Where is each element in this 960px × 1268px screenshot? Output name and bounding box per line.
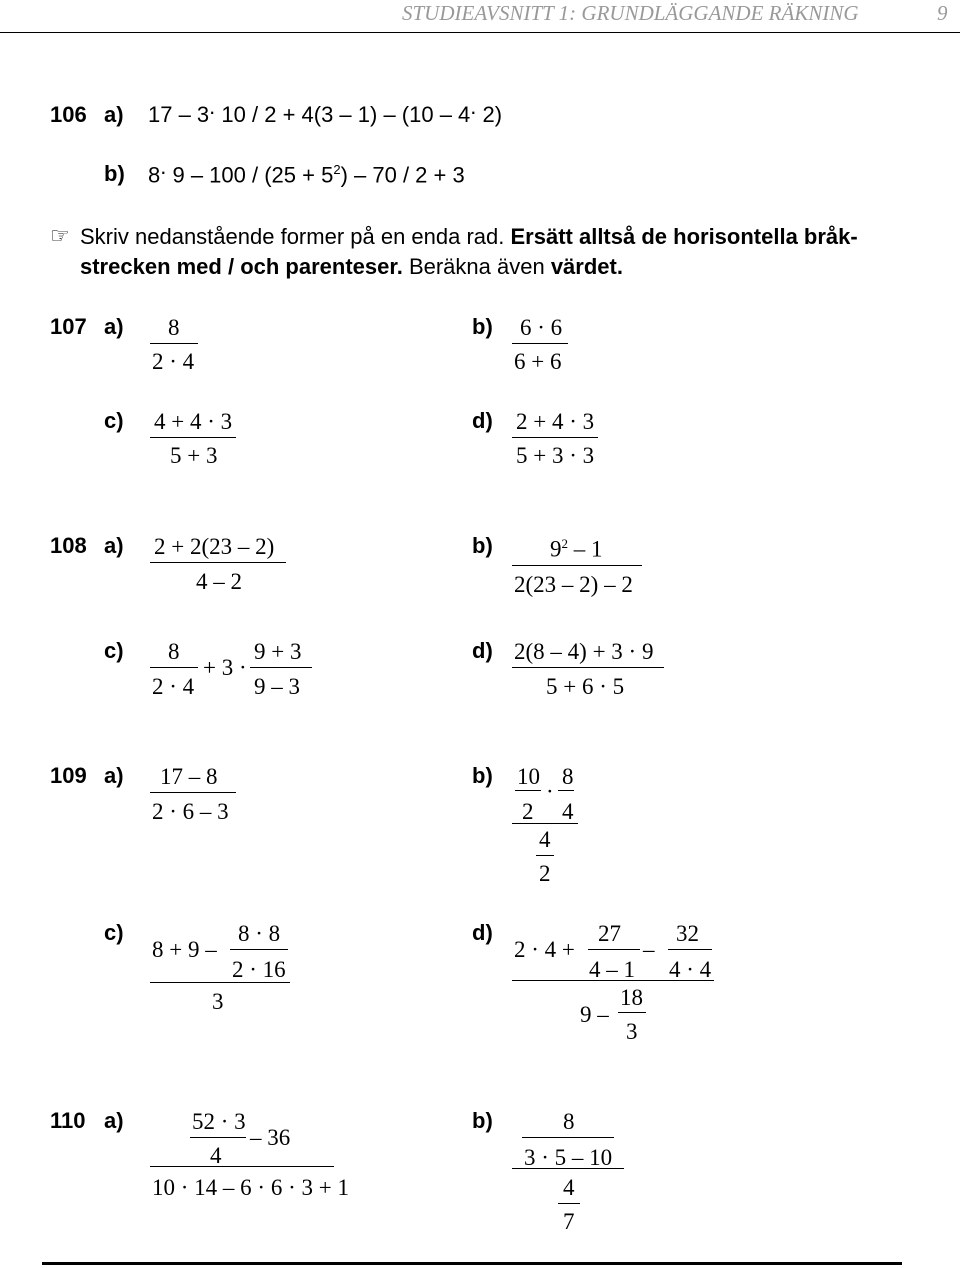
- frac-108b-bar: [512, 565, 642, 566]
- frac-110a-inner-den: 4: [210, 1143, 222, 1168]
- frac-108c-f1-den: 2 · 4: [152, 674, 195, 699]
- frac-107d-den: 5 + 3 · 3: [516, 443, 595, 468]
- frac-107c-den: 5 + 3: [170, 443, 218, 468]
- label-107a: a): [104, 314, 124, 339]
- page-number: 9: [937, 1, 948, 25]
- label-108b: b): [472, 533, 493, 558]
- frac-109b-d2: 4: [562, 799, 574, 824]
- frac-107c-bar: [150, 437, 236, 438]
- problem-110-number: 110: [50, 1108, 86, 1133]
- frac-108c-f2-num: 9 + 3: [254, 639, 302, 664]
- frac-109c-inner-den: 2 · 16: [232, 957, 286, 982]
- expr-106a-part1: 17 – 3: [148, 102, 210, 127]
- frac-109a-den: 2 · 6 – 3: [152, 799, 229, 824]
- frac-109b-bar3: [536, 855, 554, 856]
- frac-110a-main-bar: [150, 1166, 334, 1167]
- frac-107d-num: 2 + 4 · 3: [516, 409, 595, 434]
- frac-108b-num-rest: – 1: [568, 536, 603, 562]
- expr-106b-dot: .: [160, 154, 167, 180]
- frac-110a-inner-num: 52 · 3: [192, 1109, 246, 1134]
- frac-109b-n2: 8: [562, 764, 574, 789]
- frac-110b-d1: 3 · 5 – 10: [524, 1145, 613, 1170]
- label-106b: b): [104, 161, 125, 186]
- frac-109d-minus: –: [643, 937, 655, 962]
- problem-109-number: 109: [50, 763, 87, 788]
- frac-109d-den-lead: 9 –: [580, 1002, 609, 1027]
- instruction-bold-1: Ersätt alltså de horisontella bråk-: [504, 224, 858, 249]
- frac-110b-bar1: [522, 1137, 614, 1138]
- frac-107c-num: 4 + 4 · 3: [154, 409, 233, 434]
- expr-106b: [148, 154, 465, 188]
- frac-109b-n1: 10: [517, 764, 540, 789]
- problem-106-number: 106: [50, 102, 87, 127]
- frac-107b-den: 6 + 6: [514, 349, 562, 374]
- expr-106a-dot1: .: [209, 94, 216, 119]
- expr-106b-part3: ) – 70 / 2 + 3: [340, 162, 465, 188]
- expr-106b-part1: 8: [148, 162, 161, 188]
- frac-109d-lead: 2 · 4 +: [514, 937, 575, 962]
- label-109c: c): [104, 920, 124, 945]
- frac-109a-num: 17 – 8: [160, 764, 218, 789]
- frac-107a-bar: [150, 343, 198, 344]
- frac-109a-bar: [150, 792, 236, 793]
- instruction-line-2: [80, 256, 623, 278]
- frac-110b-main-bar: [512, 1168, 624, 1169]
- expr-106a-part2: 10 / 2 + 4(3 – 1) – (10 – 4: [215, 102, 471, 127]
- frac-108c-f2-bar: [250, 667, 312, 668]
- frac-108b-den: 2(23 – 2) – 2: [514, 572, 633, 597]
- frac-108d-den: 5 + 6 · 5: [546, 674, 625, 699]
- frac-108b-num-exponent: 2: [561, 536, 568, 551]
- frac-107d-bar: [512, 437, 598, 438]
- expr-106a: [148, 94, 503, 127]
- frac-109b-n3: 4: [539, 827, 551, 852]
- problem-108-number: 108: [50, 533, 87, 558]
- frac-109b-dot: ·: [546, 779, 554, 804]
- frac-109d-f1-bar: [588, 949, 640, 950]
- label-107c: c): [104, 408, 124, 433]
- expr-106a-dot2: .: [470, 94, 477, 119]
- instruction-normal-2: Beräkna även: [402, 254, 545, 279]
- frac-110b-n2: 4: [563, 1175, 575, 1200]
- frac-107a-num: 8: [168, 315, 180, 340]
- footer-rule: [42, 1262, 902, 1265]
- label-110a: a): [104, 1108, 124, 1133]
- frac-109b-bar1: [515, 790, 541, 791]
- frac-109d-den-num: 18: [620, 985, 643, 1010]
- header-rule: [0, 32, 960, 33]
- frac-108b-num-base: 9: [550, 536, 562, 562]
- frac-108a-den: 4 – 2: [196, 569, 242, 594]
- label-109b: b): [472, 763, 493, 788]
- frac-110b-n1: 8: [563, 1109, 575, 1134]
- frac-109c-lead: 8 + 9 –: [152, 937, 217, 962]
- instruction-line-1: [80, 226, 858, 248]
- frac-109d-main-bar: [512, 980, 714, 981]
- frac-107b-num: 6 · 6: [520, 315, 563, 340]
- frac-109d-f2-den: 4 · 4: [669, 957, 712, 982]
- frac-109c-main-bar: [150, 982, 290, 983]
- frac-109c-den: 3: [212, 989, 224, 1014]
- frac-108b-num: [550, 537, 603, 561]
- problem-107-number: 107: [50, 314, 87, 339]
- instruction-bold-2: strecken med / och parenteser.: [80, 254, 403, 279]
- instruction-bold-3: värdet.: [544, 254, 623, 279]
- frac-110b-bar2: [558, 1203, 580, 1204]
- frac-109c-inner-num: 8 · 8: [238, 921, 281, 946]
- frac-110a-den: 10 · 14 – 6 · 6 · 3 + 1: [152, 1175, 349, 1200]
- label-109a: a): [104, 763, 124, 788]
- label-106a: a): [104, 102, 124, 127]
- label-108a: a): [104, 533, 124, 558]
- instruction-normal-1: Skriv nedanstående former på en enda rad.: [80, 224, 505, 249]
- label-108c: c): [104, 638, 124, 663]
- frac-109d-den-den: 3: [626, 1019, 638, 1044]
- frac-108c-f1-bar: [150, 667, 198, 668]
- frac-108a-bar: [150, 562, 286, 563]
- frac-109d-f2-bar: [668, 949, 712, 950]
- frac-109d-f1-num: 27: [598, 921, 621, 946]
- expr-106b-part2: 9 – 100 / (25 + 5: [166, 162, 334, 188]
- pointing-hand-icon: ☞: [50, 224, 70, 249]
- label-110b: b): [472, 1108, 493, 1133]
- running-header-title: STUDIEAVSNITT 1: GRUNDLÄGGANDE RÄKNING: [402, 1, 859, 25]
- frac-108a-num: 2 + 2(23 – 2): [154, 534, 275, 559]
- expr-106b-exponent: 2: [333, 162, 341, 177]
- frac-109d-den-bar: [618, 1012, 646, 1013]
- frac-107b-bar: [512, 343, 568, 344]
- expr-106a-part3: 2): [476, 102, 503, 127]
- frac-109b-d3: 2: [539, 861, 551, 886]
- frac-108c-mid: + 3 ·: [203, 655, 247, 680]
- label-108d: d): [472, 638, 493, 663]
- frac-109b-bar2: [558, 790, 574, 791]
- frac-110a-inner-bar: [190, 1137, 246, 1138]
- frac-109b-main-bar: [512, 823, 578, 824]
- frac-108d-bar: [512, 667, 664, 668]
- frac-109d-f2-num: 32: [676, 921, 699, 946]
- label-109d: d): [472, 920, 493, 945]
- label-107b: b): [472, 314, 493, 339]
- frac-110b-d2: 7: [563, 1209, 575, 1234]
- frac-109b-d1: 2: [522, 799, 534, 824]
- frac-108d-num: 2(8 – 4) + 3 · 9: [514, 639, 654, 664]
- frac-107a-den: 2 · 4: [152, 349, 195, 374]
- label-107d: d): [472, 408, 493, 433]
- frac-110a-rest: – 36: [250, 1125, 291, 1150]
- frac-108c-f1-num: 8: [168, 639, 180, 664]
- frac-109d-f1-den: 4 – 1: [589, 957, 635, 982]
- frac-109c-inner-bar: [230, 949, 288, 950]
- frac-108c-f2-den: 9 – 3: [254, 674, 300, 699]
